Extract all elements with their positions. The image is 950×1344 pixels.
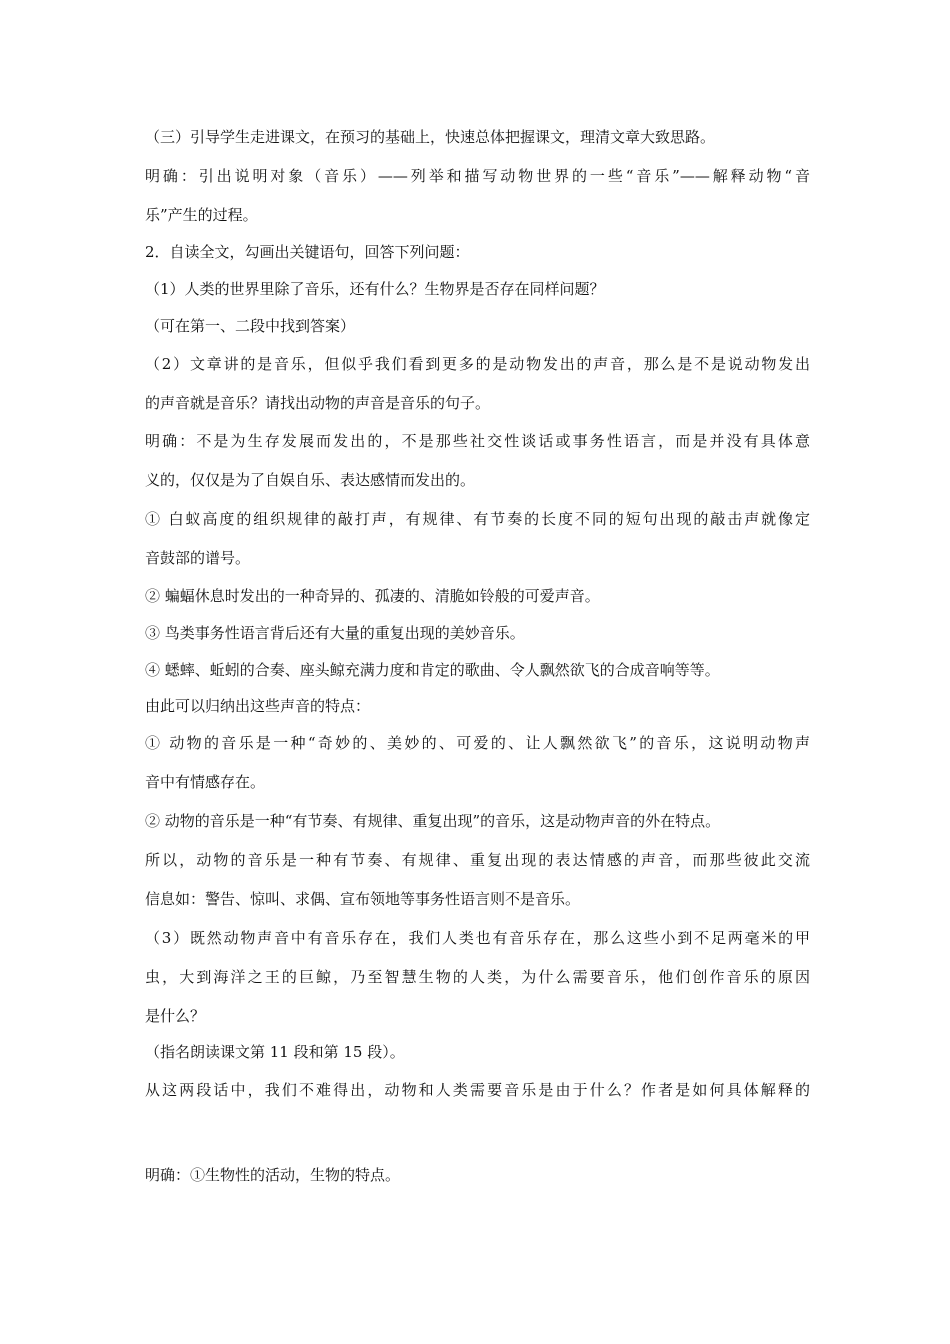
text-line-9: 明确：不是为生存发展而发出的，不是那些社交性谈话或事务性语言，而是并没有具体意 bbox=[145, 432, 810, 450]
text-line-27: 明确：①生物性的活动，生物的特点。 bbox=[145, 1166, 401, 1184]
text-line-19: ② 动物的音乐是一种“有节奏、有规律、重复出现”的音乐，这是动物声音的外在特点。 bbox=[145, 812, 721, 830]
text-line-17: ① 动物的音乐是一种“奇妙的、美妙的、可爱的、让人飘然欲飞”的音乐，这说明动物声 bbox=[145, 734, 810, 752]
text-line-25: （指名朗读课文第 11 段和第 15 段）。 bbox=[145, 1043, 405, 1061]
text-line-21: 信息如：警告、惊叫、求偶、宣布领地等事务性语言则不是音乐。 bbox=[145, 890, 581, 908]
text-line-10: 义的，仅仅是为了自娱自乐、表达感情而发出的。 bbox=[145, 471, 476, 489]
text-line-6: （可在第一、二段中找到答案） bbox=[145, 317, 356, 335]
text-line-7: （2）文章讲的是音乐，但似乎我们看到更多的是动物发出的声音，那么是不是说动物发出 bbox=[145, 355, 810, 373]
text-line-1: （三）引导学生走进课文，在预习的基础上，快速总体把握课文，理清文章大致思路。 bbox=[145, 128, 716, 146]
text-line-11: ① 白蚁高度的组织规律的敲打声，有规律、有节奏的长度不同的短句出现的敲击声就像定 bbox=[145, 510, 810, 528]
text-line-23: 虫，大到海洋之王的巨鲸，乃至智慧生物的人类，为什么需要音乐，他们创作音乐的原因 bbox=[145, 968, 810, 986]
text-line-3: 乐”产生的过程。 bbox=[145, 206, 258, 224]
text-line-22: （3）既然动物声音中有音乐存在，我们人类也有音乐存在，那么这些小到不足两毫米的甲 bbox=[145, 929, 810, 947]
text-line-5: （1）人类的世界里除了音乐，还有什么？生物界是否存在同样问题？ bbox=[145, 280, 605, 298]
text-line-13: ② 蝙蝠休息时发出的一种奇异的、孤凄的、清脆如铃般的可爱声音。 bbox=[145, 587, 600, 605]
text-line-14: ③ 鸟类事务性语言背后还有大量的重复出现的美妙音乐。 bbox=[145, 624, 525, 642]
text-line-18: 音中有情感存在。 bbox=[145, 773, 266, 791]
text-line-16: 由此可以归纳出这些声音的特点： bbox=[145, 697, 371, 715]
text-line-24: 是什么？ bbox=[145, 1007, 206, 1025]
text-line-20: 所以，动物的音乐是一种有节奏、有规律、重复出现的表达情感的声音，而那些彼此交流 bbox=[145, 851, 810, 869]
text-line-4: 2．自读全文，勾画出关键语句，回答下列问题： bbox=[145, 243, 470, 261]
text-line-2: 明确：引出说明对象（音乐）——列举和描写动物世界的一些“音乐”——解释动物“音 bbox=[145, 167, 810, 185]
text-line-15: ④ 蟋蟀、蚯蚓的合奏、座头鲸充满力度和肯定的歌曲、令人飘然欲飞的合成音响等等。 bbox=[145, 661, 720, 679]
text-line-12: 音鼓部的谱号。 bbox=[145, 549, 251, 567]
text-line-26: 从这两段话中，我们不难得出，动物和人类需要音乐是由于什么？作者是如何具体解释的 bbox=[145, 1081, 810, 1099]
text-line-8: 的声音就是音乐？请找出动物的声音是音乐的句子。 bbox=[145, 394, 491, 412]
